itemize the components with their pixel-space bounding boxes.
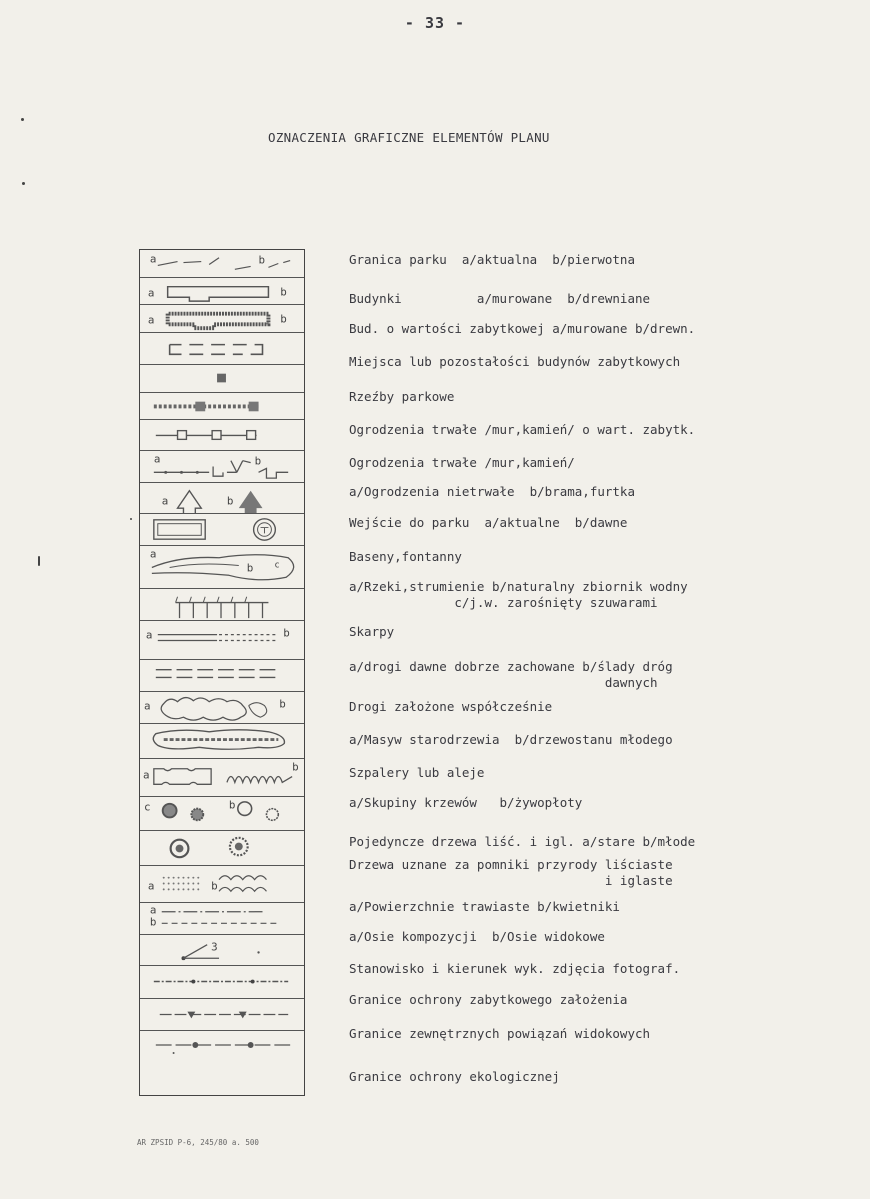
legend-description-line: Baseny,fontanny xyxy=(349,549,462,564)
svg-text:b: b xyxy=(258,253,266,267)
legend-description-line: a/Ogrodzenia nietrwałe b/brama,furtka xyxy=(349,484,635,499)
legend-description xyxy=(349,699,552,715)
svg-text:a: a xyxy=(143,699,151,713)
legend-symbol-icon xyxy=(140,483,304,513)
legend-description-line: a/Masyw starodrzewia b/drzewostanu młodego xyxy=(349,732,673,747)
legend-description-line: Pojedyncze drzewa liść. i igl. a/stare b/młode xyxy=(349,834,696,849)
legend-symbol-icon xyxy=(140,903,304,934)
legend-description-line: Granice ochrony zabytkowego założenia xyxy=(349,992,628,1007)
legend-symbol-cell xyxy=(140,589,304,621)
legend-symbol-icon xyxy=(140,514,304,545)
page-number: - 33 - xyxy=(404,14,466,32)
svg-text:b: b xyxy=(280,285,287,299)
legend-description xyxy=(349,929,605,945)
legend-description-line: Rzeźby parkowe xyxy=(349,389,455,404)
legend-symbol-icon xyxy=(140,866,304,902)
legend-symbol-table xyxy=(139,249,305,1096)
legend-description-line: Budynki a/murowane b/drewniane xyxy=(349,291,651,306)
legend-symbol-cell xyxy=(140,935,304,966)
svg-text:b: b xyxy=(211,879,218,893)
legend-symbol-icon xyxy=(140,420,304,450)
legend-description-line: a/Rzeki,strumienie b/naturalny zbiornik wodny xyxy=(349,579,688,594)
legend-symbol-icon xyxy=(140,966,304,998)
legend-description-line: Granica parku a/aktualna b/pierwotna xyxy=(349,252,635,267)
legend-description xyxy=(349,659,673,691)
legend-symbol-cell xyxy=(140,546,304,589)
svg-text:a: a xyxy=(149,252,157,266)
legend-symbol-icon xyxy=(140,365,304,392)
legend-description-line: Stanowisko i kierunek wyk. zdjęcia fotograf. xyxy=(349,961,681,976)
legend-description xyxy=(349,624,394,640)
legend-symbol-cell xyxy=(140,692,304,724)
svg-text:a: a xyxy=(147,286,155,300)
legend-description-line: Ogrodzenia trwałe /mur,kamień/ o wart. zabytk. xyxy=(349,422,696,437)
legend-symbol-icon xyxy=(140,333,304,364)
legend-description xyxy=(349,354,680,370)
svg-text:c: c xyxy=(143,800,151,814)
legend-symbol-icon xyxy=(140,451,304,482)
legend-description xyxy=(349,961,680,977)
legend-symbol-cell xyxy=(140,621,304,660)
legend-description xyxy=(349,252,635,268)
legend-description-line: Bud. o wartości zabytkowej a/murowane b/drewn. xyxy=(349,321,696,336)
svg-text:b: b xyxy=(226,494,234,508)
legend-description-line: c/j.w. zarośnięty szuwarami xyxy=(349,595,658,610)
svg-text:a: a xyxy=(161,494,169,508)
legend-description-line: Ogrodzenia trwałe /mur,kamień/ xyxy=(349,455,575,470)
legend-description xyxy=(349,795,582,811)
svg-text:a: a xyxy=(153,452,161,466)
legend-description xyxy=(349,579,688,611)
legend-description-line: Szpalery lub aleje xyxy=(349,765,485,780)
margin-mark xyxy=(21,118,24,121)
legend-description xyxy=(349,992,627,1008)
legend-description-line: Granice zewnętrznych powiązań widokowych xyxy=(349,1026,651,1041)
legend-symbol-cell xyxy=(140,451,304,483)
legend-symbol-cell xyxy=(140,797,304,831)
svg-text:b: b xyxy=(228,798,236,812)
legend-symbol-icon xyxy=(140,797,304,830)
legend-description-line: Wejście do parku a/aktualne b/dawne xyxy=(349,515,628,530)
legend-description xyxy=(349,389,454,405)
legend-description xyxy=(349,321,695,337)
legend-symbol-icon xyxy=(140,759,304,796)
legend-description-line: Miejsca lub pozostałości budynów zabytkowych xyxy=(349,354,681,369)
legend-symbol-cell xyxy=(140,866,304,903)
legend-description xyxy=(349,857,673,889)
svg-text:b: b xyxy=(283,626,290,640)
svg-text:b: b xyxy=(254,454,262,468)
legend-description-line: Skarpy xyxy=(349,624,395,639)
legend-symbol-icon xyxy=(140,999,304,1030)
legend-symbol-icon xyxy=(140,692,304,723)
svg-text:c: c xyxy=(274,560,280,571)
svg-text:3: 3 xyxy=(211,940,218,954)
legend-symbol-cell xyxy=(140,999,304,1031)
margin-mark xyxy=(130,518,132,520)
legend-description xyxy=(349,765,484,781)
legend-symbol-cell xyxy=(140,333,304,365)
legend-symbol-cell xyxy=(140,393,304,420)
legend-symbol-cell xyxy=(140,420,304,451)
legend-symbol-cell xyxy=(140,1031,304,1097)
svg-text:a: a xyxy=(145,628,153,642)
legend-description xyxy=(349,422,695,438)
svg-text:b: b xyxy=(149,915,157,929)
legend-symbol-cell xyxy=(140,250,304,278)
legend-symbol-cell xyxy=(140,831,304,866)
legend-symbol-cell xyxy=(140,724,304,759)
legend-description-line: Drzewa uznane za pomniki przyrody liściaste xyxy=(349,857,673,872)
legend-symbol-cell xyxy=(140,759,304,797)
legend-description xyxy=(349,484,635,500)
legend-symbol-icon xyxy=(140,724,304,758)
legend-symbol-cell xyxy=(140,903,304,935)
legend-description xyxy=(349,549,462,565)
svg-text:b: b xyxy=(280,312,287,326)
legend-description-line: a/Powierzchnie trawiaste b/kwietniki xyxy=(349,899,620,914)
legend-symbol-icon xyxy=(140,660,304,691)
archive-footer: AR ZPSID P-6, 245/80 a. 500 xyxy=(137,1138,259,1147)
margin-mark xyxy=(38,556,40,566)
legend-description-line: Drogi założone współcześnie xyxy=(349,699,553,714)
legend-description-line: a/Osie kompozycji b/Osie widokowe xyxy=(349,929,605,944)
legend-symbol-icon xyxy=(140,1031,304,1097)
legend-symbol-cell xyxy=(140,660,304,692)
svg-text:a: a xyxy=(147,313,155,327)
legend-symbol-icon xyxy=(140,935,304,965)
legend-description xyxy=(349,515,627,531)
legend-symbol-icon xyxy=(140,589,304,620)
legend-symbol-cell xyxy=(140,278,304,305)
legend-symbol-cell xyxy=(140,966,304,999)
legend-symbol-cell xyxy=(140,483,304,514)
legend-description xyxy=(349,732,673,748)
legend-symbol-cell xyxy=(140,305,304,333)
legend-symbol-icon xyxy=(140,305,304,332)
legend-description xyxy=(349,834,695,850)
svg-text:a: a xyxy=(149,903,157,917)
svg-text:a: a xyxy=(149,547,157,561)
legend-description xyxy=(349,455,575,471)
legend-description-line: dawnych xyxy=(349,675,658,690)
legend-symbol-cell xyxy=(140,365,304,393)
svg-text:b: b xyxy=(292,760,299,774)
legend-description xyxy=(349,899,620,915)
svg-text:b: b xyxy=(246,561,254,575)
svg-text:b: b xyxy=(279,697,286,711)
page-title: OZNACZENIA GRAFICZNE ELEMENTÓW PLANU xyxy=(268,130,550,145)
legend-symbol-icon xyxy=(140,250,304,277)
legend-symbol-icon xyxy=(140,621,304,659)
legend-symbol-icon xyxy=(140,278,304,304)
legend-description xyxy=(349,291,650,307)
legend-description-line: i iglaste xyxy=(349,873,673,888)
margin-mark xyxy=(22,182,25,185)
legend-description-line: a/Skupiny krzewów b/żywopłoty xyxy=(349,795,583,810)
svg-text:a: a xyxy=(147,879,155,893)
svg-text:a: a xyxy=(142,768,150,782)
legend-symbol-icon xyxy=(140,546,304,588)
legend-description xyxy=(349,1026,650,1042)
legend-description-line: a/drogi dawne dobrze zachowane b/ślady dróg xyxy=(349,659,673,674)
legend-description-line: Granice ochrony ekologicznej xyxy=(349,1069,560,1084)
legend-symbol-icon xyxy=(140,393,304,419)
legend-symbol-icon xyxy=(140,831,304,865)
legend-symbol-cell xyxy=(140,514,304,546)
legend-description xyxy=(349,1069,560,1085)
